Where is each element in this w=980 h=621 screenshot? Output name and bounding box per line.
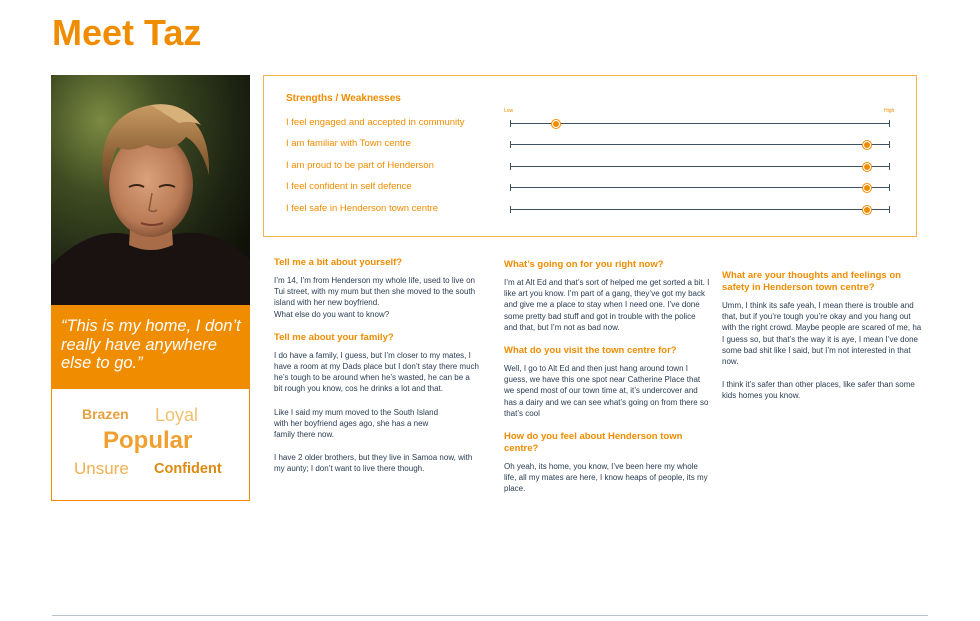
answer-text: I’m 14, I’m from Henderson my whole life, used to live on Tui street, with my mum but then she moved to the south island with her new boyfriend. What else do you want to know?	[274, 276, 476, 319]
strength-marker	[863, 141, 871, 149]
strength-row	[264, 138, 918, 152]
answer-text: Like I said my mum moved to the South Island with her boyfriend ages ago, she has a new family there now.	[274, 407, 439, 440]
page-title: Meet Taz	[52, 12, 202, 53]
interview-column-1	[274, 257, 480, 487]
portrait-illustration	[51, 75, 250, 305]
question-heading: Tell me about your family?	[274, 331, 394, 343]
answer-text: I’m at Alt Ed and that’s sort of helped me get sorted a bit. I like art you know. I’m part of a gang, they’ve got my back and give me a place to stay when I need one. I’ve done some pretty bad stuff and got in trouble with the police and that, but I’m not as bad now.	[504, 278, 710, 332]
word-loyal: Loyal	[155, 405, 199, 425]
answer-text: Oh yeah, its home, you know, I’ve been here my whole life, all my mates are here, I know heaps of people, its my place.	[504, 462, 708, 494]
strength-label: I feel engaged and accepted in community	[286, 117, 465, 128]
answer-text: Well, I go to Alt Ed and then just hang around town I guess, we have this one spot near Catherine Place that we spend most of our town time at, it’s undercover and has a dairy and we can see what’s going on from there so that’s cool	[504, 364, 709, 418]
strength-row	[264, 160, 918, 174]
strength-label: I am proud to be part of Henderson	[286, 160, 434, 171]
word-confident: Confident	[154, 461, 222, 477]
answer-text: I think it’s safer than other places, like safer than some kids homes you know.	[722, 380, 915, 401]
strength-scale	[510, 166, 890, 167]
question-heading: What do you visit the town centre for?	[504, 345, 677, 357]
question-heading: What are your thoughts and feelings on safety in Henderson town centre?	[722, 270, 901, 293]
quote-text: “This is my home, I don’t really have anywhere else to go.”	[61, 317, 241, 372]
question-heading: How do you feel about Henderson town centre?	[504, 431, 683, 455]
answer-text: I do have a family, I guess, but I’m closer to my mates, I have a room at my Dads place but I don’t stay there much he’s tough to be around when he’s wasted, he can be a bit rough you know, cos he drinks a lot and that.	[274, 350, 479, 394]
strength-marker	[863, 163, 871, 171]
quote-box	[51, 305, 250, 389]
question-heading: What’s going on for you right now?	[504, 259, 664, 270]
strength-marker	[863, 184, 871, 192]
interview-column-2	[504, 259, 710, 507]
answer-text: I have 2 older brothers, but they live in Samoa now, with my aunty; I don’t want to live there though.	[274, 453, 473, 474]
strength-scale	[510, 144, 890, 145]
strength-scale	[510, 123, 890, 124]
bottom-divider	[52, 615, 928, 616]
strength-scale	[510, 209, 890, 210]
answer-text: Umm, I think its safe yeah, I mean there is trouble and that, but if you’re tough you’re okay and you hang out with the right crowd. Maybe people are scared of me, ha I guess so, but that’s the way it is aye, I mean I’ve done some bad shit like I said, but I’m not interested in that now.	[722, 301, 922, 367]
word-popular: Popular	[103, 427, 193, 454]
portrait-photo	[51, 75, 250, 305]
strength-label: I feel safe in Henderson town centre	[286, 203, 439, 214]
interview-column-3	[722, 270, 922, 414]
axis-high-label: High	[884, 108, 895, 114]
strength-row	[264, 117, 918, 131]
strength-scale	[510, 187, 890, 188]
question-heading: Tell me a bit about yourself?	[274, 257, 403, 268]
word-brazen: Brazen	[82, 406, 129, 422]
axis-low-label: Low	[504, 108, 514, 114]
word-unsure: Unsure	[74, 459, 129, 478]
strength-marker	[552, 120, 560, 128]
strength-marker	[863, 206, 871, 214]
strength-row	[264, 181, 918, 195]
strength-label: I feel confident in self defence	[286, 181, 412, 192]
strengths-title: Strengths / Weaknesses	[286, 93, 401, 104]
strength-row	[264, 203, 918, 217]
word-cloud	[51, 389, 250, 501]
strength-label: I am familiar with Town centre	[286, 138, 411, 149]
strengths-panel	[263, 75, 917, 237]
